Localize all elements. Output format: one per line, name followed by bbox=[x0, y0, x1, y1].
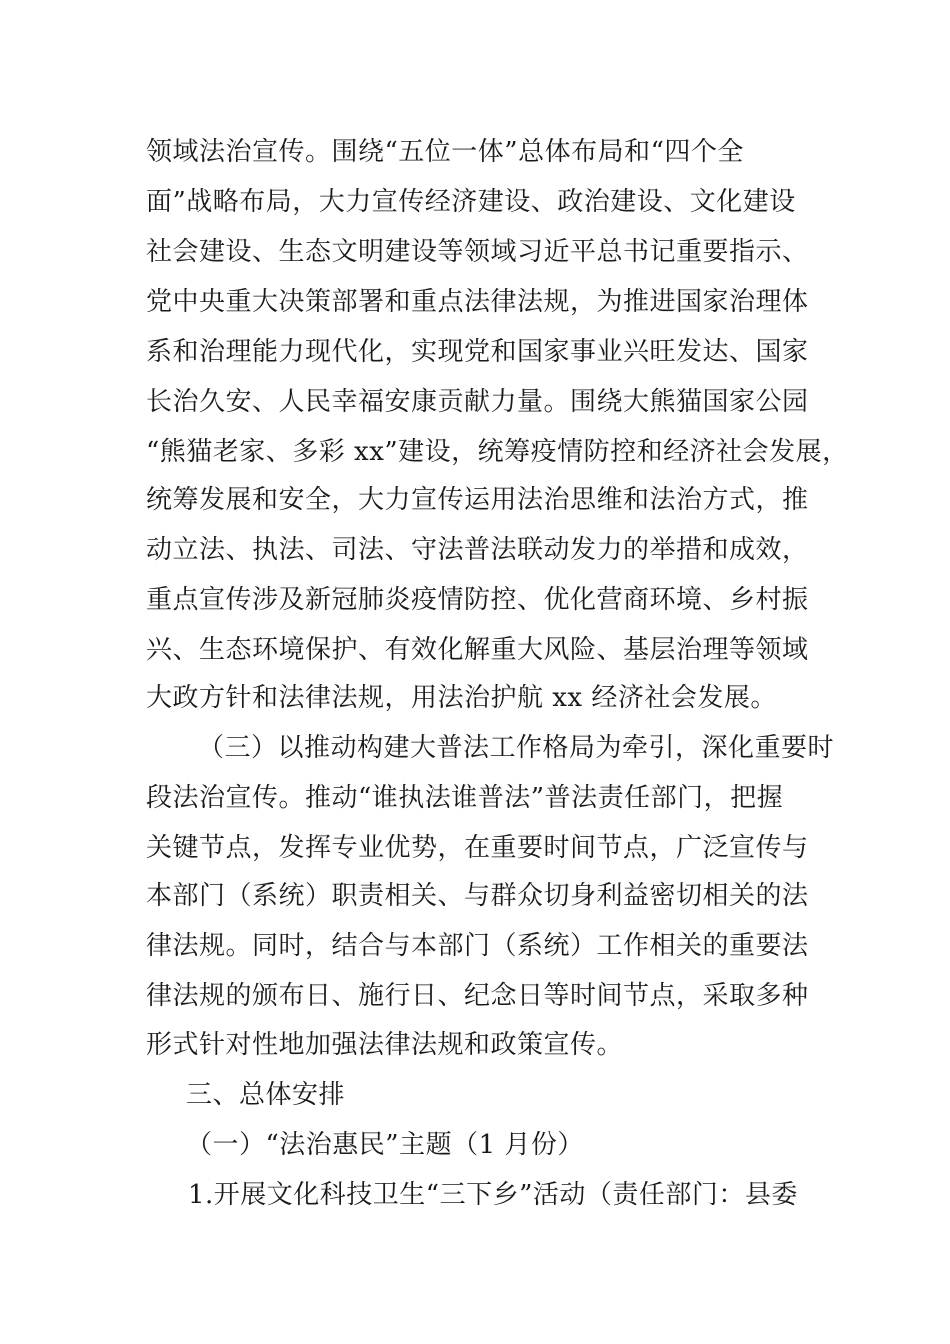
text-line: “熊猫老家、多彩 xx”建设，统筹疫情防控和经济社会发展， bbox=[146, 437, 849, 467]
section-heading-3: （三）以推动构建大普法工作格局为牵引，深化重要时 bbox=[198, 733, 835, 763]
text-line: 领域法治宣传。围绕“五位一体”总体布局和“四个全 bbox=[146, 137, 744, 167]
text-line: 大政方针和法律法规，用法治护航 xx 经济社会发展。 bbox=[146, 683, 777, 713]
text-line: 社会建设、生态文明建设等领域习近平总书记重要指示、 bbox=[146, 237, 809, 267]
text-line: 党中央重大决策部署和重点法律法规，为推进国家治理体 bbox=[146, 287, 809, 317]
text-line: 兴、生态环境保护、有效化解重大风险、基层治理等领域 bbox=[146, 635, 809, 665]
text-line: 段法治宣传。推动“谁执法谁普法”普法责任部门，把握 bbox=[146, 783, 784, 813]
list-item: 1.开展文化科技卫生“三下乡”活动（责任部门：县委 bbox=[188, 1180, 798, 1210]
text-line: 面”战略布局，大力宣传经济建设、政治建设、文化建设 bbox=[146, 187, 796, 217]
subsection-title: （一）“法治惠民”主题（1 月份） bbox=[186, 1130, 584, 1160]
text-line: 律法规。同时，结合与本部门（系统）工作相关的重要法 bbox=[146, 931, 809, 961]
text-line: 重点宣传涉及新冠肺炎疫情防控、优化营商环境、乡村振 bbox=[146, 585, 809, 615]
text-line: 律法规的颁布日、施行日、纪念日等时间节点，采取多种 bbox=[146, 981, 809, 1011]
text-line: 统筹发展和安全，大力宣传运用法治思维和法治方式，推 bbox=[146, 485, 809, 515]
section-title: 三、总体安排 bbox=[186, 1080, 346, 1110]
text-line: 动立法、执法、司法、守法普法联动发力的举措和成效， bbox=[146, 535, 809, 565]
text-line: 形式针对性地加强法律法规和政策宣传。 bbox=[146, 1030, 624, 1060]
text-line: 本部门（系统）职责相关、与群众切身利益密切相关的法 bbox=[146, 881, 809, 911]
text-line: 关键节点，发挥专业优势，在重要时间节点，广泛宣传与 bbox=[146, 833, 809, 863]
text-line: 长治久安、人民幸福安康贡献力量。围绕大熊猫国家公园 bbox=[146, 387, 809, 417]
text-line: 系和治理能力现代化，实现党和国家事业兴旺发达、国家 bbox=[146, 337, 809, 367]
